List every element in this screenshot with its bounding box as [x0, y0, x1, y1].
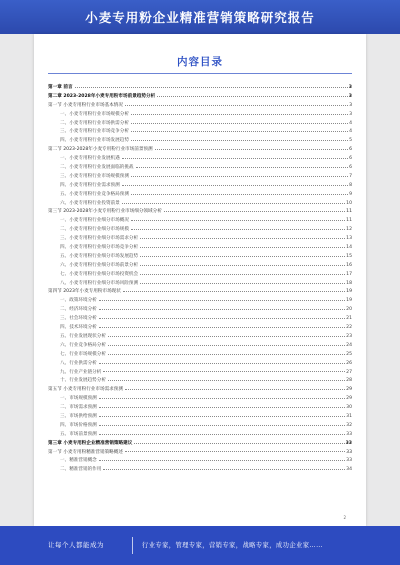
toc-leader-dots [108, 354, 345, 355]
toc-entry-text: 三、小麦专用粉行业市场规模预测 [60, 173, 129, 179]
toc-entry-page: 34 [346, 467, 352, 473]
toc-leader-dots [99, 434, 345, 435]
toc-entry-page: 10 [346, 200, 352, 206]
toc-entry[interactable] [48, 457, 352, 466]
toc-leader-dots [99, 363, 345, 364]
toc-entry[interactable] [48, 120, 352, 129]
toc-entry-text: 三、市场供给预测 [60, 413, 97, 419]
toc-leader-dots [125, 389, 345, 390]
toc-entry-page: 11 [346, 218, 352, 224]
toc-entry-page: 33 [346, 431, 352, 437]
toc-entry-text: 一、政策环境分析 [60, 298, 97, 304]
toc-entry[interactable] [48, 217, 352, 226]
toc-leader-dots [140, 265, 345, 266]
toc-entry-text: 三、小麦专用粉行业细分市场需求分析 [60, 236, 139, 242]
toc-entry-text: 五、小麦专用粉行业竞争格局预测 [60, 191, 129, 197]
header-banner [0, 0, 400, 34]
toc-entry[interactable] [48, 413, 352, 422]
toc-entry[interactable] [48, 395, 352, 404]
toc-entry-text: 一、小麦专用粉行业市场规模分析 [60, 111, 129, 117]
toc-entry-page: 31 [346, 413, 352, 419]
toc-entry-text: 二、小麦专用粉行业细分市场规模 [60, 227, 129, 233]
toc-entry-page: 17 [346, 271, 352, 277]
toc-entry[interactable] [48, 324, 352, 333]
toc-title-divider [48, 73, 352, 74]
toc-entry[interactable] [48, 333, 352, 342]
toc-entry-page: 4 [349, 120, 352, 126]
toc-entry-text: 七、行业市场规模分析 [60, 351, 106, 357]
toc-entry-page: 24 [346, 342, 352, 348]
toc-entry-page: 22 [346, 325, 352, 331]
toc-leader-dots [99, 407, 345, 408]
toc-entry[interactable] [48, 137, 352, 146]
toc-entry-text: 六、小麦专用粉行业投资前景 [60, 200, 120, 206]
toc-entry-page: 6 [349, 165, 352, 171]
toc-leader-dots [134, 443, 344, 444]
toc-entry-text: 四、小麦专用粉行业需求预测 [60, 182, 120, 188]
toc-leader-dots [123, 291, 345, 292]
toc-entry-text: 一、小麦专用粉行业细分市场概况 [60, 218, 129, 224]
toc-entry-page: 29 [346, 396, 352, 402]
toc-entry[interactable] [48, 102, 352, 111]
toc-entry-page: 14 [346, 245, 352, 251]
toc-leader-dots [99, 398, 345, 399]
toc-entry[interactable] [48, 440, 352, 449]
toc-entry-text: 第二节 2023-2028年小麦专用粉行业市场前景预测 [48, 147, 153, 153]
toc-entry-text: 四、技术环境分析 [60, 325, 97, 331]
toc-entry[interactable] [48, 155, 352, 164]
footer-divider [132, 537, 133, 554]
toc-entry[interactable] [48, 191, 352, 200]
footer-tagline: 行业专家，管理专家，营销专家，战略专家，成功企业家…… [142, 542, 323, 549]
toc-leader-dots [164, 211, 345, 212]
toc-entry[interactable] [48, 84, 352, 93]
toc-leader-dots [99, 460, 345, 461]
toc-entry[interactable] [48, 208, 352, 217]
toc-entry-text: 二、小麦专用粉行业市场供需分析 [60, 120, 129, 126]
toc-entry-text: 二、市场需求预测 [60, 405, 97, 411]
toc-entry-page: 33 [346, 449, 352, 455]
toc-leader-dots [122, 203, 345, 204]
toc-title: 内容目录 [177, 56, 223, 68]
toc-leader-dots [99, 416, 345, 417]
toc-entry-page: 26 [346, 360, 352, 366]
toc-entry-page: 11 [346, 209, 352, 215]
toc-entry[interactable] [48, 369, 352, 378]
toc-entry[interactable] [48, 173, 352, 182]
toc-entry-text: 四、小麦专用粉行业市场发展趋势 [60, 138, 129, 144]
toc-entry[interactable] [48, 431, 352, 440]
toc-entry-page: 3 [349, 111, 352, 117]
toc-leader-dots [131, 229, 345, 230]
toc-entry-page: 21 [346, 316, 352, 322]
toc-entry[interactable] [48, 128, 352, 137]
toc-entry-text: 一、精准营销概念 [60, 458, 97, 464]
toc-entry-text: 五、市场前景预测 [60, 431, 97, 437]
toc-leader-dots [125, 451, 345, 452]
toc-entry[interactable] [48, 342, 352, 351]
toc-entry[interactable] [48, 244, 352, 253]
toc-entry-text: 八、小麦专用粉行业细分市场风险预测 [60, 280, 139, 286]
toc-entry-text: 第一节 小麦专用粉精准营销策略概述 [48, 449, 123, 455]
toc-entry[interactable] [48, 288, 352, 297]
toc-entry[interactable] [48, 422, 352, 431]
toc-leader-dots [155, 149, 348, 150]
toc-entry-text: 第一章 前言 [48, 85, 73, 90]
toc-entry-page: 29 [346, 387, 352, 393]
toc-entry-text: 第四节 2023年小麦专用粉市场现状 [48, 289, 121, 295]
toc-leader-dots [99, 327, 345, 328]
toc-entry-page: 3 [348, 93, 352, 99]
toc-entry[interactable] [48, 360, 352, 369]
toc-leader-dots [99, 300, 345, 301]
toc-entry[interactable] [48, 200, 352, 209]
toc-entry-page: 23 [346, 333, 352, 339]
toc-entry-page: 6 [349, 156, 352, 162]
toc-leader-dots [103, 469, 345, 470]
toc-entry-text: 四、市场价格预测 [60, 422, 97, 428]
toc-entry-page: 27 [346, 369, 352, 375]
toc-entry-page: 5 [349, 138, 352, 144]
toc-entry[interactable] [48, 262, 352, 271]
toc-entry[interactable] [48, 164, 352, 173]
toc-leader-dots [131, 131, 348, 132]
toc-entry[interactable] [48, 466, 352, 475]
toc-leader-dots [131, 220, 345, 221]
toc-entry[interactable] [48, 271, 352, 280]
toc-entry-text: 五、行业发展现状分析 [60, 333, 106, 339]
toc-leader-dots [99, 318, 345, 319]
toc-entry-page: 25 [346, 351, 352, 357]
toc-entry-text: 六、小麦专用粉行业细分市场前景分析 [60, 262, 139, 268]
toc-entry-text: 七、小麦专用粉行业细分市场投资机会 [60, 271, 139, 277]
toc-leader-dots [131, 123, 348, 124]
toc-entry-page: 13 [346, 236, 352, 242]
toc-entry[interactable] [48, 297, 352, 306]
toc-entry-text: 一、小麦专用粉行业发展机遇 [60, 156, 120, 162]
toc-entry[interactable] [48, 306, 352, 315]
toc-entry-text: 第三章 小麦专用粉企业精准营销策略建议 [48, 440, 133, 446]
toc-entry-text: 十、行业发展趋势分析 [60, 378, 106, 384]
toc-entry-page: 6 [349, 147, 352, 153]
toc-leader-dots [157, 96, 348, 97]
toc-entry-text: 第一节 小麦专用粉行业市场基本情况 [48, 102, 123, 108]
toc-leader-dots [122, 158, 348, 159]
toc-entry[interactable] [48, 111, 352, 120]
toc-entry-page: 12 [346, 227, 352, 233]
toc-entry[interactable] [48, 404, 352, 413]
toc-entry-text: 五、小麦专用粉行业细分市场发展趋势 [60, 253, 139, 259]
toc-entry[interactable] [48, 182, 352, 191]
toc-entry-page: 8 [349, 182, 352, 188]
toc-entry[interactable] [48, 280, 352, 289]
toc-entry-text: 二、小麦专用粉行业发展面临的挑战 [60, 165, 134, 171]
toc-entry-page: 3 [348, 85, 352, 90]
toc-entry[interactable] [48, 315, 352, 324]
toc-leader-dots [108, 345, 345, 346]
toc-entry-text: 第三节 2023-2028年小麦专用粉行业市场细分领域分析 [48, 209, 162, 215]
toc-entry[interactable] [48, 449, 352, 458]
toc-entry-page: 7 [349, 173, 352, 179]
document-page [34, 34, 366, 526]
toc-entry-text: 二、精准营销的作用 [60, 467, 102, 473]
toc-leader-dots [140, 238, 345, 239]
toc-leader-dots [99, 425, 345, 426]
toc-leader-dots [122, 185, 348, 186]
toc-leader-dots [125, 105, 348, 106]
toc-entry[interactable] [48, 93, 352, 102]
toc-leader-dots [136, 167, 349, 168]
toc-leader-dots [131, 176, 348, 177]
toc-entry-page: 32 [346, 422, 352, 428]
toc-entry-page: 16 [346, 262, 352, 268]
toc-leader-dots [108, 336, 345, 337]
toc-entry-text: 三、社会环境分析 [60, 316, 97, 322]
toc-entry-text: 六、行业竞争格局分析 [60, 342, 106, 348]
toc-entry-page: 19 [346, 289, 352, 295]
toc-leader-dots [99, 309, 345, 310]
toc-leader-dots [103, 371, 345, 372]
toc-entry-page: 20 [346, 307, 352, 313]
toc-entry-page: 18 [346, 280, 352, 286]
toc-entry-page: 3 [349, 102, 352, 108]
toc-entry-page: 33 [345, 440, 352, 446]
toc-entry-text: 第二章 2023-2028年小麦专用粉市场前景趋势分析 [48, 93, 156, 99]
toc-entry-page: 30 [346, 405, 352, 411]
toc-leader-dots [108, 380, 345, 381]
toc-leader-dots [140, 274, 345, 275]
toc-entry-page: 4 [349, 129, 352, 135]
toc-entry-page: 28 [346, 378, 352, 384]
toc-entry[interactable] [48, 235, 352, 244]
toc-entry-text: 三、小麦专用粉行业市场竞争分析 [60, 129, 129, 135]
footer-slogan: 让每个人都能成为 [48, 541, 104, 549]
page-number: 2 [343, 515, 346, 520]
toc-entry[interactable] [48, 226, 352, 235]
report-title: 小麦专用粉企业精准营销策略研究报告 [85, 10, 315, 25]
toc-leader-dots [140, 256, 345, 257]
toc-entry[interactable] [48, 386, 352, 395]
footer-banner [0, 526, 400, 565]
table-of-contents [48, 84, 352, 475]
toc-entry-page: 33 [346, 458, 352, 464]
toc-leader-dots [131, 140, 348, 141]
toc-entry[interactable] [48, 351, 352, 360]
toc-entry[interactable] [48, 377, 352, 386]
toc-leader-dots [131, 114, 348, 115]
toc-entry-page: 9 [349, 191, 352, 197]
toc-entry-text: 九、行业产业链分析 [60, 369, 102, 375]
toc-leader-dots [131, 194, 348, 195]
toc-leader-dots [140, 283, 345, 284]
toc-entry-text: 八、行业供需分析 [60, 360, 97, 366]
toc-entry-text: 二、经济环境分析 [60, 307, 97, 313]
toc-entry[interactable] [48, 146, 352, 155]
toc-leader-dots [75, 87, 348, 88]
toc-entry-text: 四、小麦专用粉行业细分市场竞争分析 [60, 245, 139, 251]
toc-leader-dots [140, 247, 345, 248]
toc-entry-page: 15 [346, 253, 352, 259]
toc-entry-text: 第五节 小麦专用粉行业市场需求预测 [48, 387, 123, 393]
toc-entry[interactable] [48, 253, 352, 262]
toc-entry-text: 一、市场规模预测 [60, 396, 97, 402]
toc-entry-page: 19 [346, 298, 352, 304]
